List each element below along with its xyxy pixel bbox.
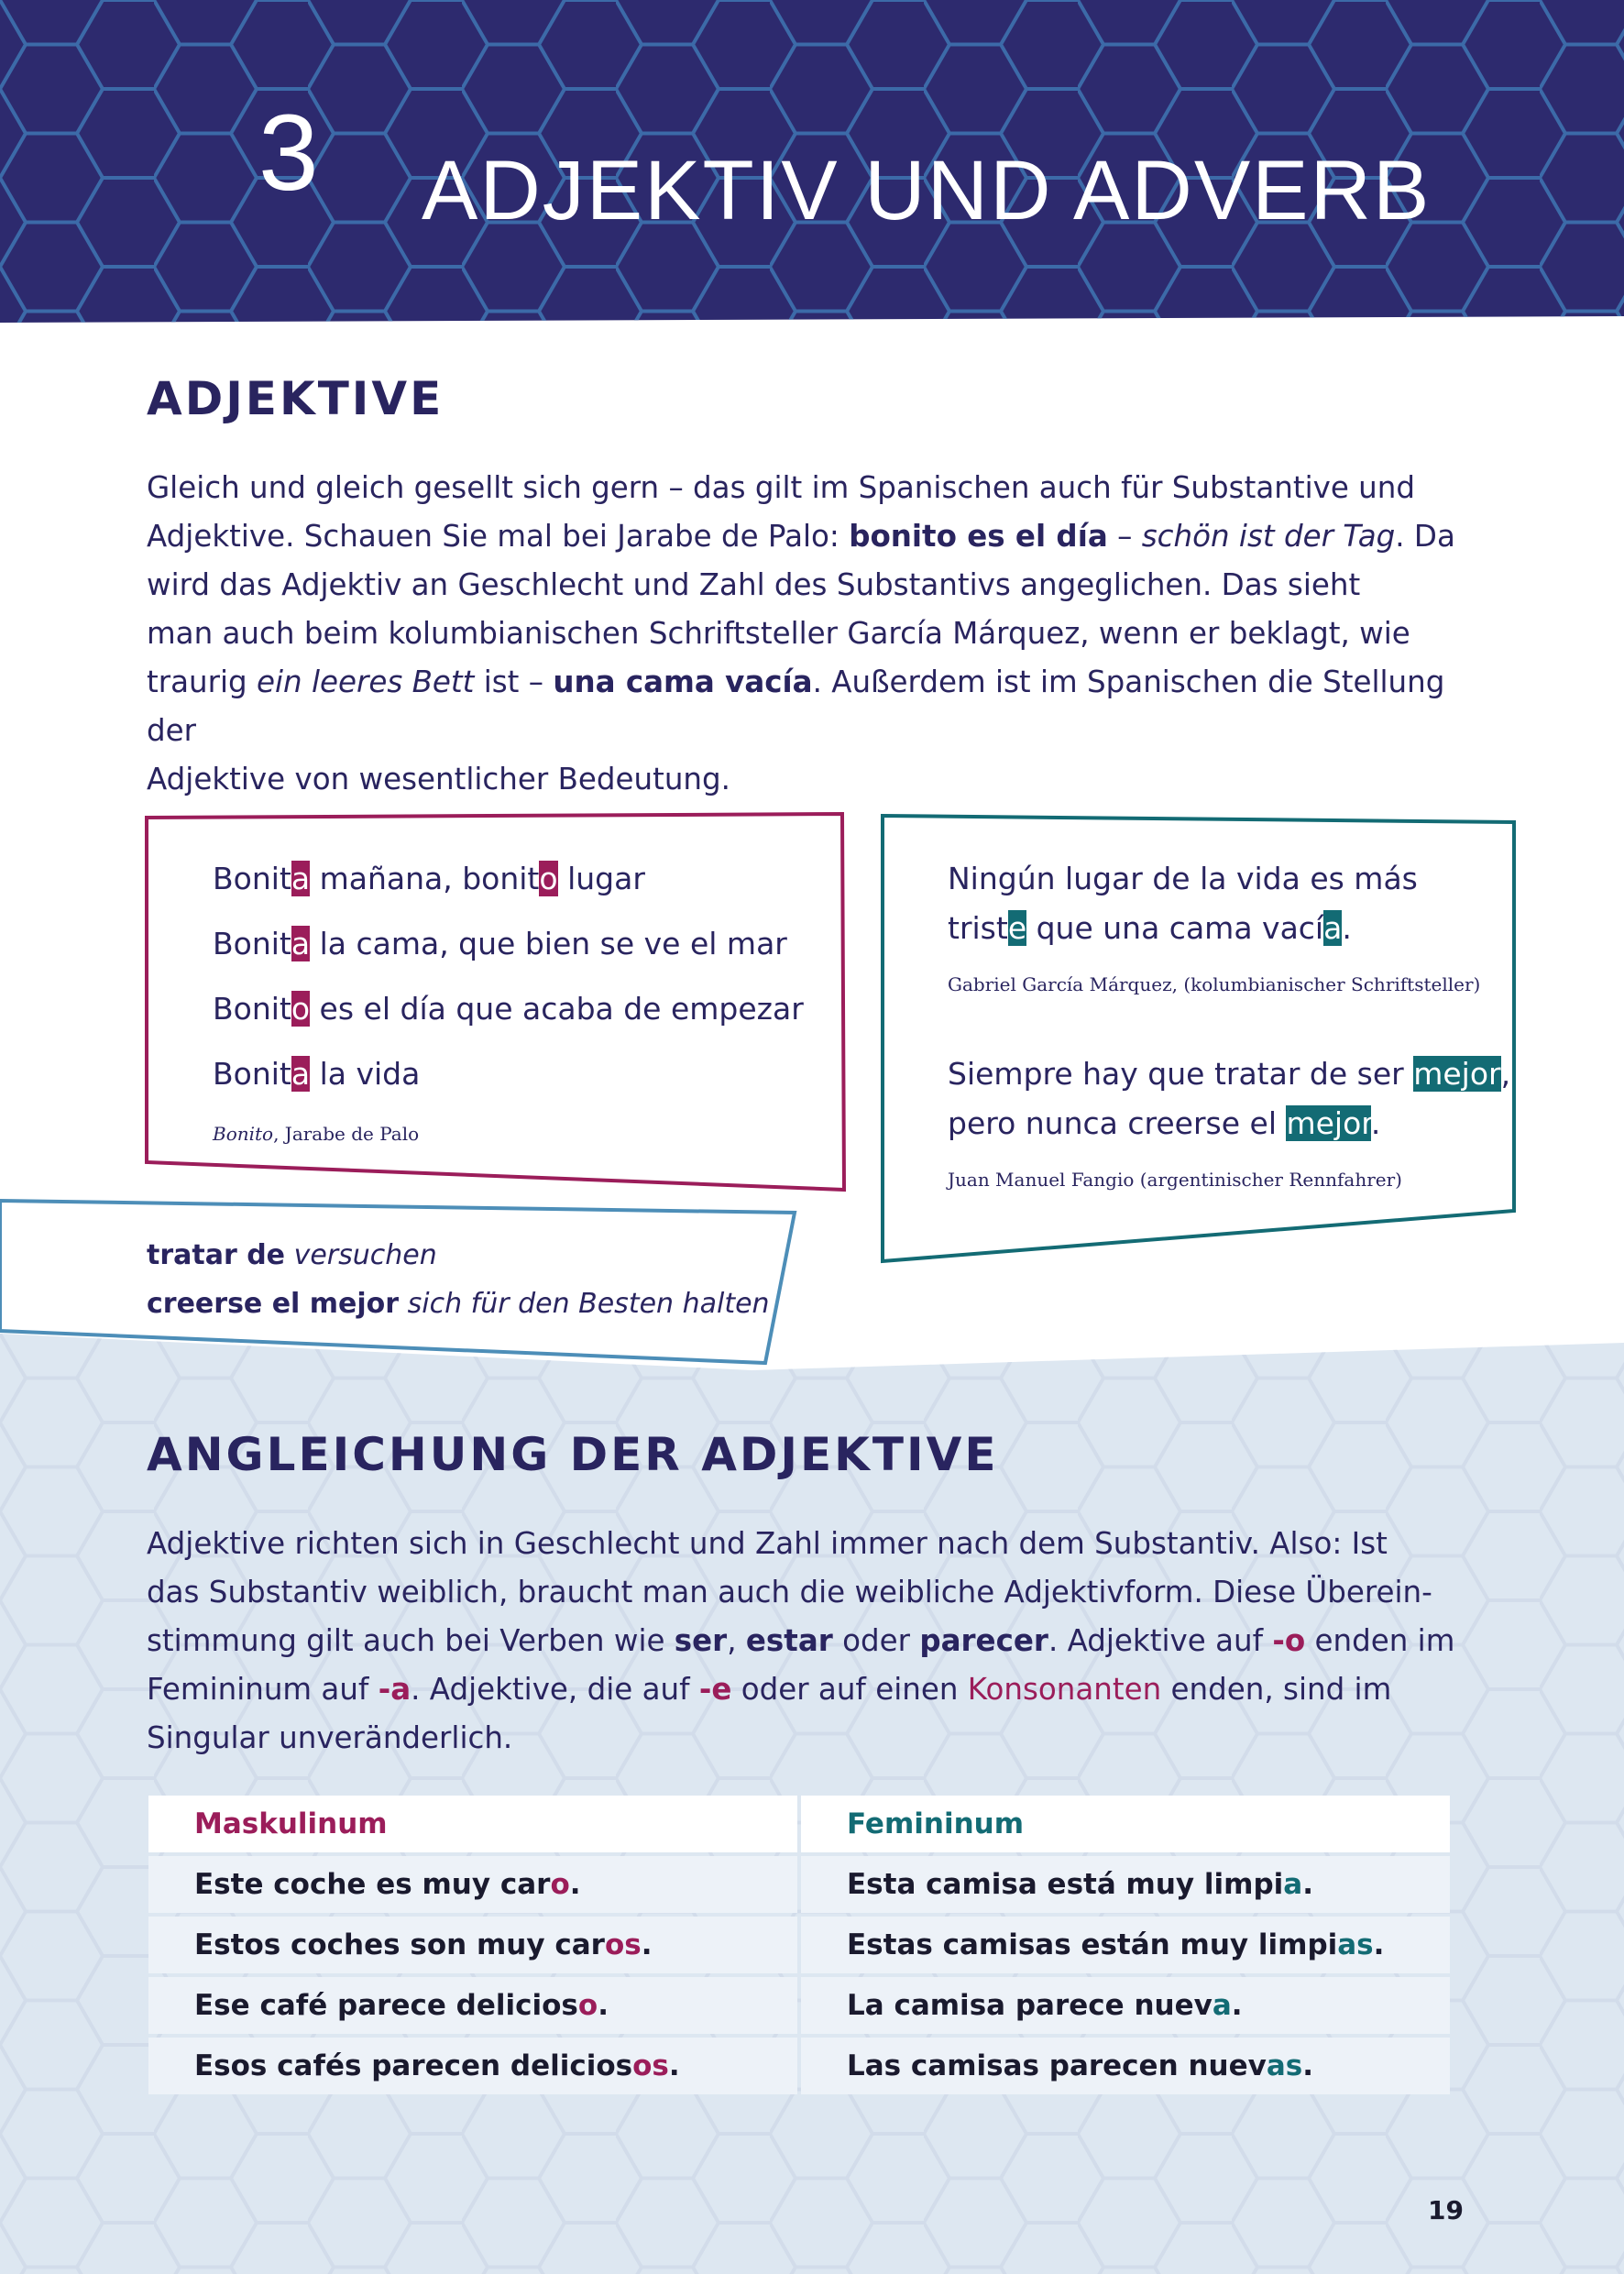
- chapter-number: 3: [258, 93, 319, 214]
- quote-right-line: triste que una cama vacía.: [948, 910, 1352, 946]
- table-cell-masculine: Esos cafés parecen deliciosos.: [148, 2038, 797, 2094]
- quote-left-line: Bonita la cama, que bien se ve el mar: [213, 926, 787, 961]
- quote-left-line: Bonito es el día que acaba de empezar: [213, 991, 804, 1027]
- table-row: [148, 1977, 1450, 2034]
- paragraph-line: Singular unveränderlich.: [147, 1720, 513, 1755]
- table-row: [148, 1856, 1450, 1913]
- table-cell-masculine: Estos coches son muy caros.: [148, 1917, 797, 1973]
- table-row: [148, 2038, 1450, 2094]
- column-header-femininum: Femininum: [801, 1796, 1450, 1852]
- section-title-adjektive: ADJEKTIVE: [147, 372, 444, 425]
- table-cell-feminine: Estas camisas están muy limpias.: [801, 1917, 1450, 1973]
- intro-line: Gleich und gleich gesellt sich gern – das gilt im Spanischen auch für Substantive und: [147, 470, 1416, 505]
- paragraph-line: das Substantiv weiblich, braucht man auch die weibliche Adjektivform. Diese Überein-: [147, 1575, 1432, 1609]
- quote-right-line: Ningún lugar de la vida es más: [948, 861, 1418, 896]
- vocab-entry: tratar de versuchen: [147, 1239, 437, 1271]
- table-row: [148, 1917, 1450, 1973]
- paragraph-line: Femininum auf -a. Adjektive, die auf -e oder auf einen Konsonanten enden, sind im: [147, 1672, 1392, 1707]
- table-cell-feminine: Esta camisa está muy limpia.: [801, 1856, 1450, 1913]
- table-cell-feminine: La camisa parece nueva.: [801, 1977, 1450, 2034]
- angleichung-paragraph: [147, 1520, 1466, 1763]
- intro-line: wird das Adjektiv an Geschlecht und Zahl des Substantivs angeglichen. Das sieht: [147, 567, 1361, 602]
- column-header-maskulinum: Maskulinum: [148, 1796, 797, 1852]
- quote-right-source: Juan Manuel Fangio (argentinischer Rennfahrer): [948, 1169, 1402, 1191]
- paragraph-line: Adjektive richten sich in Geschlecht und Zahl immer nach dem Substantiv. Also: Ist: [147, 1526, 1388, 1561]
- intro-line: traurig ein leeres Bett ist – una cama vacía. Außerdem ist im Spanischen die Stellung der: [147, 665, 1445, 748]
- adjective-agreement-table: [145, 1792, 1454, 2098]
- quote-right-line: pero nunca creerse el mejor.: [948, 1105, 1381, 1141]
- quote-right-line: Siempre hay que tratar de ser mejor,: [948, 1056, 1511, 1092]
- table-cell-masculine: Este coche es muy caro.: [148, 1856, 797, 1913]
- page-number: 19: [1428, 2195, 1464, 2225]
- paragraph-line: stimmung gilt auch bei Verben wie ser, estar oder parecer. Adjektive auf -o enden im: [147, 1623, 1455, 1658]
- vocab-frame: [0, 1201, 795, 1363]
- table-cell-masculine: Ese café parece delicioso.: [148, 1977, 797, 2034]
- quote-left-line: Bonita la vida: [213, 1056, 421, 1092]
- vocab-entry: creerse el mejor sich für den Besten halten: [147, 1288, 770, 1320]
- table-header-row: [148, 1796, 1450, 1852]
- quote-left-source: Bonito, Jarabe de Palo: [213, 1123, 420, 1145]
- chapter-title: ADJEKTIV UND ADVERB: [422, 144, 1432, 237]
- quote-right-source: Gabriel García Márquez, (kolumbianischer Schriftsteller): [948, 973, 1481, 995]
- quote-left-line: Bonita mañana, bonito lugar: [213, 861, 645, 896]
- intro-line: Adjektive. Schauen Sie mal bei Jarabe de Palo: bonito es el día – schön ist der Tag. Da: [147, 519, 1455, 554]
- table-cell-feminine: Las camisas parecen nuevas.: [801, 2038, 1450, 2094]
- intro-line: man auch beim kolumbianischen Schriftsteller García Márquez, wenn er beklagt, wie: [147, 616, 1410, 651]
- section-title-angleichung: ANGLEICHUNG DER ADJEKTIVE: [147, 1428, 999, 1481]
- intro-line: Adjektive von wesentlicher Bedeutung.: [147, 762, 730, 796]
